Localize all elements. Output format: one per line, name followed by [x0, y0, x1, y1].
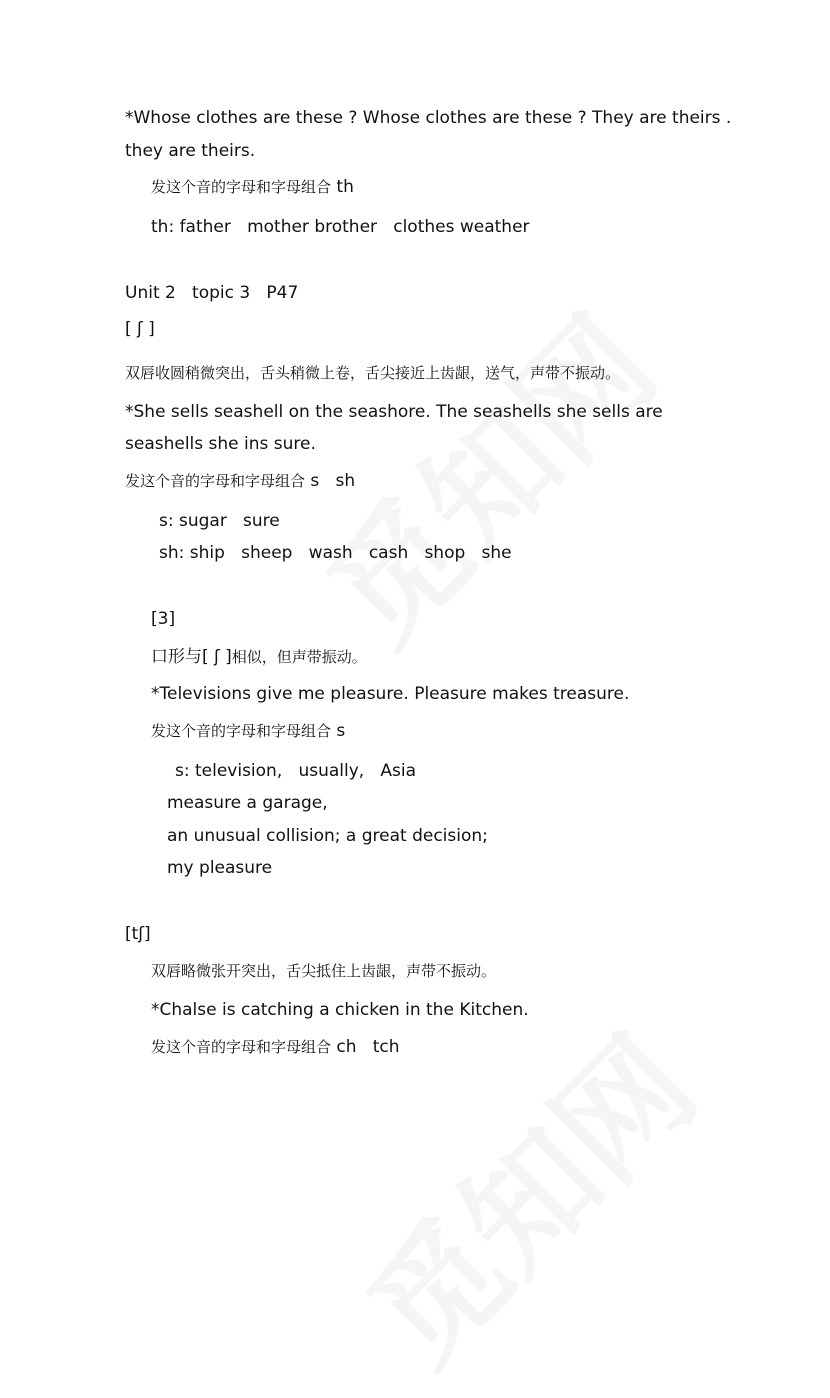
chinese-text: 发这个音的字母和字母组合: [151, 1038, 332, 1056]
letters-text: ch tch: [331, 1037, 400, 1057]
letters-text: s sh: [305, 471, 356, 491]
text-line: seashells she ins sure.: [125, 434, 316, 454]
chinese-text: 发这个音的字母和字母组合: [151, 178, 332, 196]
chinese-text: 发这个音的字母和字母组合: [125, 472, 306, 490]
text-line: [151, 176, 354, 198]
text-line: *Chalse is catching a chicken in the Kitchen.: [151, 1000, 529, 1020]
section-heading: Unit 2 topic 3 P47: [125, 283, 299, 303]
text-line: *She sells seashell on the seashore. The seashells she sells are: [125, 402, 663, 422]
phonetic-symbol: [ ʃ ]: [125, 319, 155, 339]
chinese-text: 双唇收圆稍微突出，舌头稍微上卷，舌尖接近上齿龈，送气，声带不振动。: [125, 364, 621, 382]
text-line: th: father mother brother clothes weather: [151, 217, 530, 237]
chinese-text: 双唇略微张开突出，舌尖抵住上齿龈，声带不振动。: [151, 962, 497, 980]
letters-text: th: [331, 177, 354, 197]
text-line: [125, 470, 355, 492]
phonetic-symbol: [3]: [151, 609, 176, 629]
text-line: my pleasure: [167, 858, 273, 878]
text-line: *Televisions give me pleasure. Pleasure makes treasure.: [151, 684, 630, 704]
chinese-text: 发这个音的字母和字母组合: [151, 722, 332, 740]
text-line: *Whose clothes are these ? Whose clothes are these ? They are theirs .: [125, 108, 732, 128]
text-line: s: television, usually, Asia: [175, 761, 417, 781]
text-line: an unusual collision; a great decision;: [167, 826, 488, 846]
phonetic-text: 口形与[ ʃ ]: [151, 647, 232, 667]
chinese-text: 相似，但声带振动。: [231, 648, 367, 666]
text-line: sh: ship sheep wash cash shop she: [159, 543, 512, 563]
text-line: s: sugar sure: [159, 511, 280, 531]
text-line: they are theirs.: [125, 141, 256, 161]
text-line: measure a garage,: [167, 793, 328, 813]
text-line: [151, 1036, 400, 1058]
text-line: [151, 646, 367, 668]
text-line: [151, 720, 345, 742]
phonetic-symbol: [tʃ]: [125, 924, 151, 944]
letters-text: s: [331, 721, 346, 741]
